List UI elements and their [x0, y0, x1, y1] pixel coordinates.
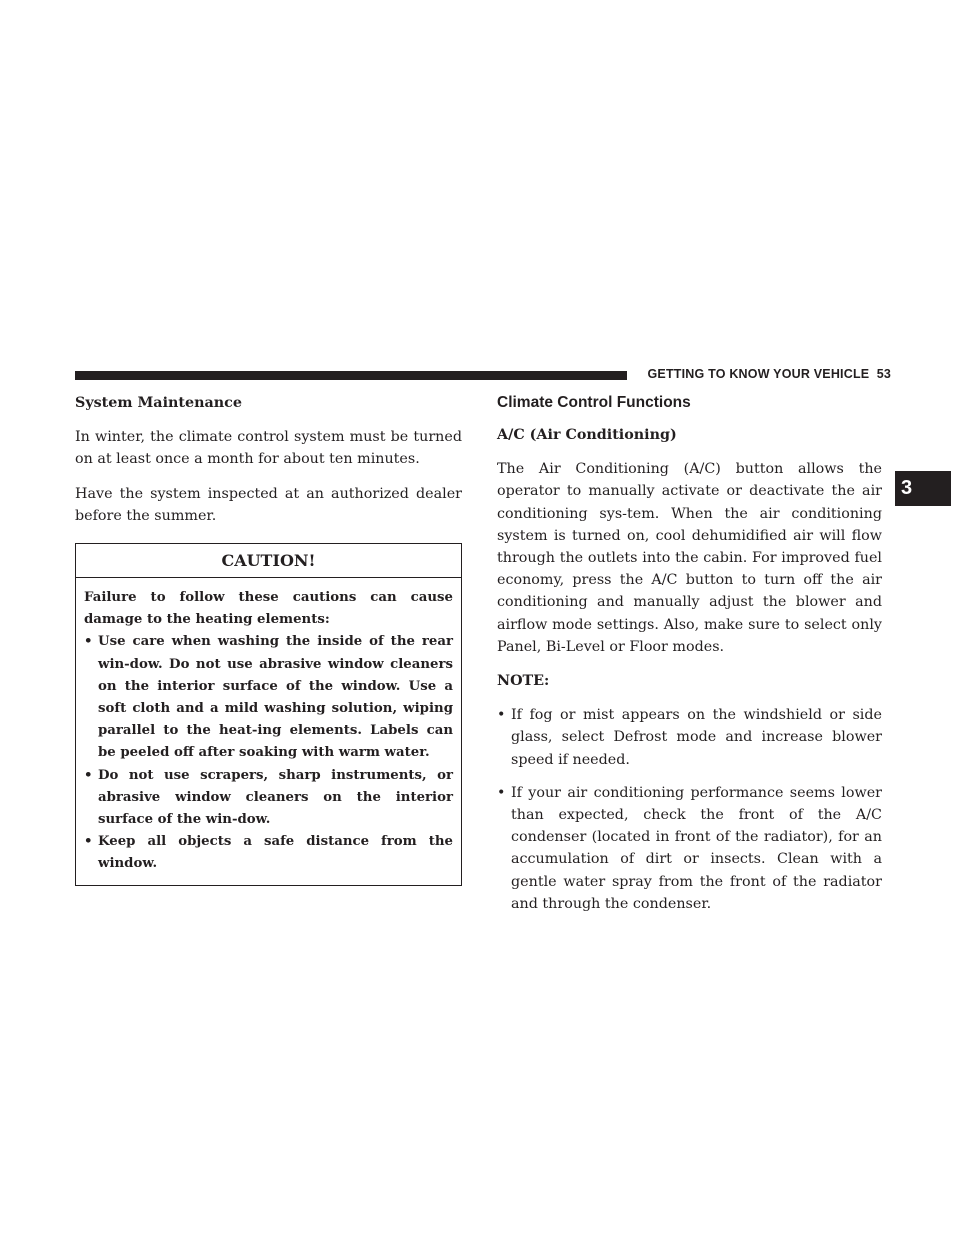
bullet-icon: •	[84, 634, 93, 650]
right-column	[497, 392, 882, 926]
system-maintenance-heading: System Maintenance	[75, 395, 242, 411]
caution-title: CAUTION!	[76, 544, 461, 578]
caution-list	[84, 631, 453, 875]
note-list	[497, 704, 882, 915]
list-item: • Keep all objects a safe distance from the window.	[84, 831, 453, 875]
list-item: • Use care when washing the inside of the rear win-dow. Do not use abrasive window cleaners on the interior surface of the window. Use a soft cloth and a mild washing solution, wiping parallel to the heat-ing elements. Labels can be peeled off after soaking with warm water.	[84, 631, 453, 764]
header-rule	[75, 371, 627, 380]
caution-box	[75, 543, 462, 886]
paragraph: The Air Conditioning (A/C) button allows the operator to manually activate or deactivate the air conditioning sys-tem. When the air conditioning system is turned on, cool dehumidified air will flow through the outlets into the cabin. For improved fuel economy, press the A/C button to turn off the air conditioning and manually adjust the blower and airflow mode settings. Also, make sure to select only Panel, Bi-Level or Floor modes.	[497, 461, 882, 655]
bullet-icon: •	[84, 767, 93, 783]
bullet-icon: •	[497, 784, 506, 801]
running-header	[633, 367, 891, 381]
chapter-tab: 3	[895, 471, 951, 506]
list-item: • If your air conditioning performance seems lower than expected, check the front of the A/C condenser (located in front of the radiator), for an accumulation of dirt or insects. Clean with a gentle water spray from the front of the radiator and through the condenser.	[497, 782, 882, 915]
bullet-icon: •	[497, 707, 506, 724]
climate-control-heading: Climate Control Functions	[497, 394, 691, 411]
note-label: NOTE:	[497, 673, 550, 690]
caution-intro: Failure to follow these cautions can cause damage to the heating elements:	[84, 590, 453, 628]
list-item: • Do not use scrapers, sharp instruments, or abrasive window cleaners on the interior surface of the win-dow.	[84, 765, 453, 832]
page-number: 53	[876, 367, 891, 381]
bullet-icon: •	[84, 834, 93, 850]
paragraph: In winter, the climate control system must be turned on at least once a month for about ten minutes.	[75, 429, 462, 468]
caution-body	[76, 578, 461, 885]
paragraph: Have the system inspected at an authorized dealer before the summer.	[75, 485, 462, 524]
ac-subheading: A/C (Air Conditioning)	[497, 427, 677, 443]
section-title: GETTING TO KNOW YOUR VEHICLE	[647, 367, 870, 381]
left-column	[75, 392, 462, 886]
list-item: • If fog or mist appears on the windshield or side glass, select Defrost mode and increase blower speed if needed.	[497, 704, 882, 771]
